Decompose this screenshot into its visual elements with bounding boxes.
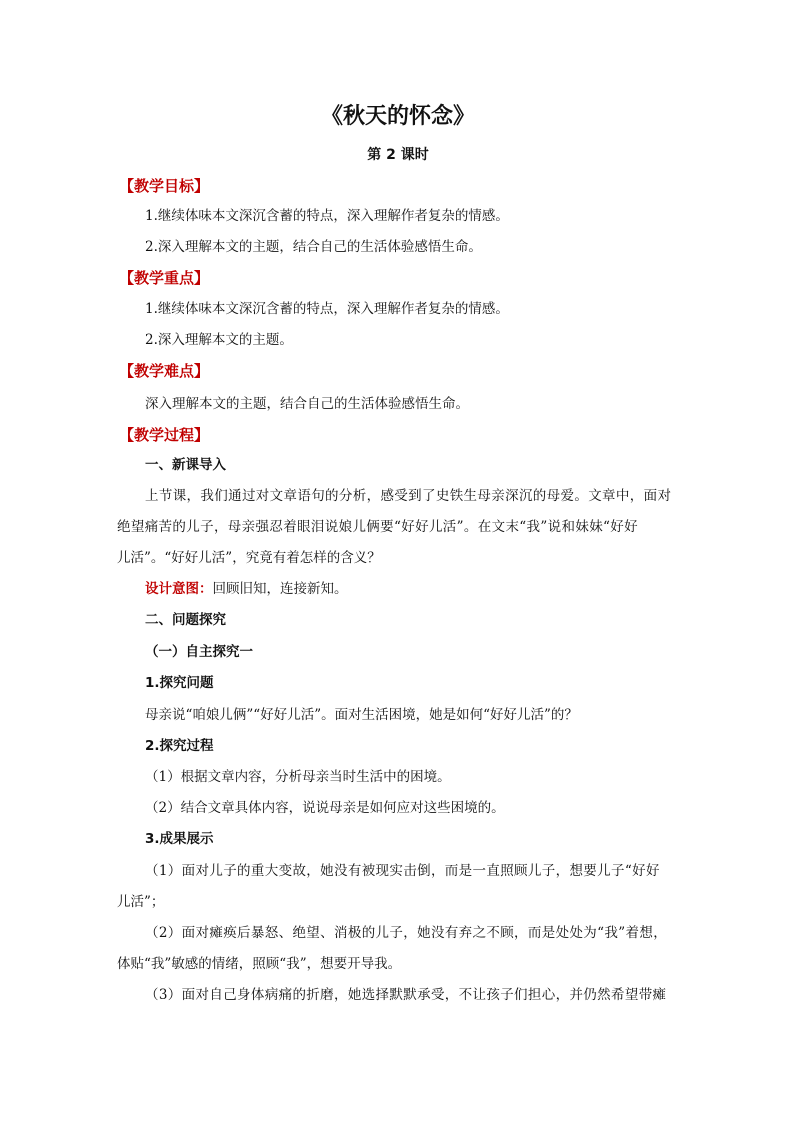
design-intent-label: 设计意图： <box>145 581 213 597</box>
design-intent-text: 回顾旧知，连接新知。 <box>212 581 348 597</box>
item-heading-process: 2.探究过程 <box>145 738 214 754</box>
goal-item-1: 1.继续体味本文深沉含蓄的特点，深入理解作者复杂的情感。 <box>145 208 509 224</box>
item-heading-question: 1.探究问题 <box>145 675 214 691</box>
item-heading-results: 3.成果展示 <box>145 831 214 847</box>
result-2-line: （2）面对瘫痪后暴怒、绝望、消极的儿子，她没有弃之不顾，而是处处为“我”着想， <box>145 925 668 941</box>
difficulty-heading: 【教学难点】 <box>119 362 210 380</box>
page-title: 《秋天的怀念》 <box>320 104 475 129</box>
result-1-line: （1）面对儿子的重大变故，她没有被现实击倒，而是一直照顾儿子，想要儿子“好好 <box>145 863 660 879</box>
result-3-line: （3）面对自己身体病痛的折磨，她选择默默承受，不让孩子们担心，并仍然希望带瘫 <box>145 987 667 1003</box>
intro-paragraph-line: 上节课，我们通过对文章语句的分析，感受到了史铁生母亲深沉的母爱。文章中，面对 <box>145 488 672 504</box>
document-page <box>117 0 679 1122</box>
lesson-subtitle: 第 2 课时 <box>367 147 429 163</box>
subsection-heading: （一）自主探究一 <box>145 644 253 660</box>
goal-item-2: 2.深入理解本文的主题，结合自己的生活体验感悟生命。 <box>145 239 482 255</box>
process-step-1: （1）根据文章内容，分析母亲当时生活中的困境。 <box>145 769 451 785</box>
difficulty-item-1: 深入理解本文的主题，结合自己的生活体验感悟生命。 <box>145 396 469 412</box>
intro-paragraph-line: 儿活”。“好好儿活”，究竟有着怎样的含义？ <box>117 550 381 566</box>
question-text: 母亲说“咱娘儿俩”“好好儿活”。面对生活困境，她是如何“好好儿活”的？ <box>145 707 578 723</box>
key-point-item-1: 1.继续体味本文深沉含蓄的特点，深入理解作者复杂的情感。 <box>145 301 509 317</box>
process-heading: 【教学过程】 <box>119 426 210 444</box>
process-step-2: （2）结合文章具体内容，说说母亲是如何应对这些困境的。 <box>145 800 505 816</box>
section-heading-inquiry: 二、问题探究 <box>145 612 226 628</box>
key-points-heading: 【教学重点】 <box>119 269 210 287</box>
key-point-item-2: 2.深入理解本文的主题。 <box>145 332 293 348</box>
intro-paragraph-line: 绝望痛苦的儿子，母亲强忍着眼泪说娘儿俩要“好好儿活”。在文末“我”说和妹妹“好好 <box>117 519 639 535</box>
design-intent <box>117 577 679 601</box>
result-1-line: 儿活”； <box>117 894 165 910</box>
goals-heading: 【教学目标】 <box>119 177 210 195</box>
result-2-line: 体贴“我”敏感的情绪，照顾“我”，想要开导我。 <box>117 956 402 972</box>
section-heading-intro: 一、新课导入 <box>145 457 226 473</box>
